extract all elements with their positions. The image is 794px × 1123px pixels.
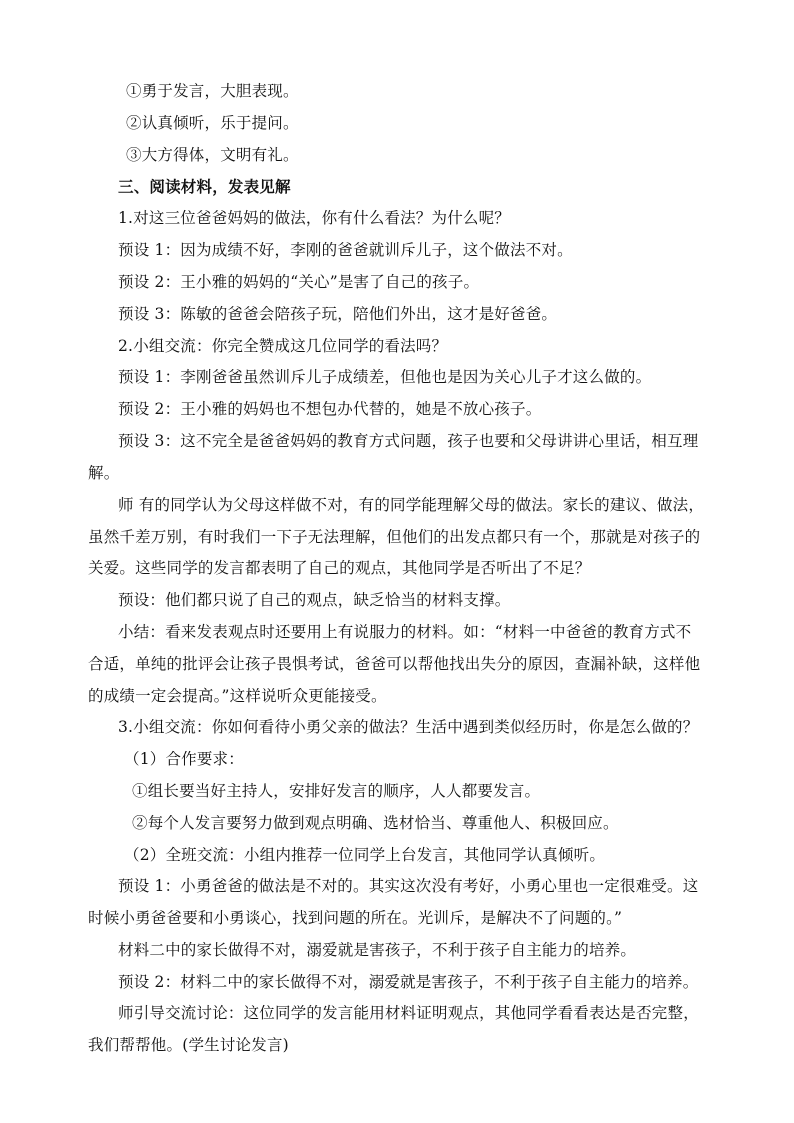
summary-paragraph: 合适，单纯的批评会让孩子畏惧考试，爸爸可以帮他找出失分的原因，查漏补缺，这样他 xyxy=(88,655,701,673)
preset-line: 预设 1：李刚爸爸虽然训斥儿子成绩差，但他也是因为关心儿子才这么做的。 xyxy=(118,368,652,386)
question-1: 1.对这三位爸爸妈妈的做法，你有什么看法？为什么呢？ xyxy=(118,209,510,227)
question-3: 3.小组交流：你如何看待小勇父亲的做法？生活中遇到类似经历时，你是怎么做的？ xyxy=(118,718,699,736)
teacher-guidance: 我们帮帮他。(学生讨论发言) xyxy=(88,1036,289,1054)
requirement-item-3: ③大方得体，文明有礼。 xyxy=(126,146,299,164)
preset-continuation: 时候小勇爸爸要和小勇谈心，找到问题的所在。光训斥，是解决不了问题的。” xyxy=(88,909,623,927)
preset-line: 预设 3：陈敏的爸爸会陪孩子玩，陪他们外出，这才是好爸爸。 xyxy=(118,305,558,323)
preset-line: 预设 1：小勇爸爸的做法是不对的。其实这次没有考好，小勇心里也一定很难受。这 xyxy=(118,877,699,895)
paragraph-continuation: 解。 xyxy=(88,464,120,482)
requirement-item-2: ②认真倾听，乐于提问。 xyxy=(126,114,299,132)
preset-line: 预设 2：材料二中的家长做得不对，溺爱就是害孩子，不利于孩子自主能力的培养。 xyxy=(118,973,699,991)
preset-line: 预设 1：因为成绩不好，李刚的爸爸就训斥儿子，这个做法不对。 xyxy=(118,241,573,259)
summary-paragraph: 的成绩一定会提高。”这样说听众更能接受。 xyxy=(88,687,387,705)
cooperation-requirement: （1）合作要求： xyxy=(124,750,244,768)
class-exchange: （2）全班交流：小组内推荐一位同学上台发言，其他同学认真倾听。 xyxy=(124,846,606,864)
question-2: 2.小组交流：你完全赞成这几位同学的看法吗？ xyxy=(118,337,448,355)
teacher-paragraph: 关爱。这些同学的发言都表明了自己的观点，其他同学是否听出了不足？ xyxy=(88,559,591,577)
teacher-paragraph: 虽然千差万别，有时我们一下子无法理解，但他们的出发点都只有一个，那就是对孩子的 xyxy=(88,528,701,546)
requirement-item: ①组长要当好主持人，安排好发言的顺序，人人都要发言。 xyxy=(132,782,541,800)
requirement-item: ②每个人发言要努力做到观点明确、选材恰当、尊重他人、积极回应。 xyxy=(132,814,619,832)
summary-paragraph: 小结：看来发表观点时还要用上有说服力的材料。如：“材料一中爸爸的教育方式不 xyxy=(118,623,692,641)
preset-line: 预设 3：这不完全是爸爸妈妈的教育方式问题，孩子也要和父母讲讲心里话，相互理 xyxy=(118,432,699,450)
section-heading: 三、阅读材料，发表见解 xyxy=(118,177,291,196)
preset-line: 预设 2：王小雅的妈妈的“关心”是害了自己的孩子。 xyxy=(118,273,480,291)
requirement-item-1: ①勇于发言，大胆表现。 xyxy=(126,82,299,100)
preset-line: 预设：他们都只说了自己的观点，缺乏恰当的材料支撑。 xyxy=(118,591,511,609)
teacher-guidance: 师引导交流讨论：这位同学的发言能用材料证明观点，其他同学看看表达是否完整， xyxy=(118,1004,699,1022)
teacher-paragraph: 师 有的同学认为父母这样做不对，有的同学能理解父母的做法。家长的建议、做法， xyxy=(118,496,705,514)
material-paragraph: 材料二中的家长做得不对，溺爱就是害孩子，不利于孩子自主能力的培养。 xyxy=(118,941,637,959)
preset-line: 预设 2：王小雅的妈妈也不想包办代替的，她是不放心孩子。 xyxy=(118,400,542,418)
